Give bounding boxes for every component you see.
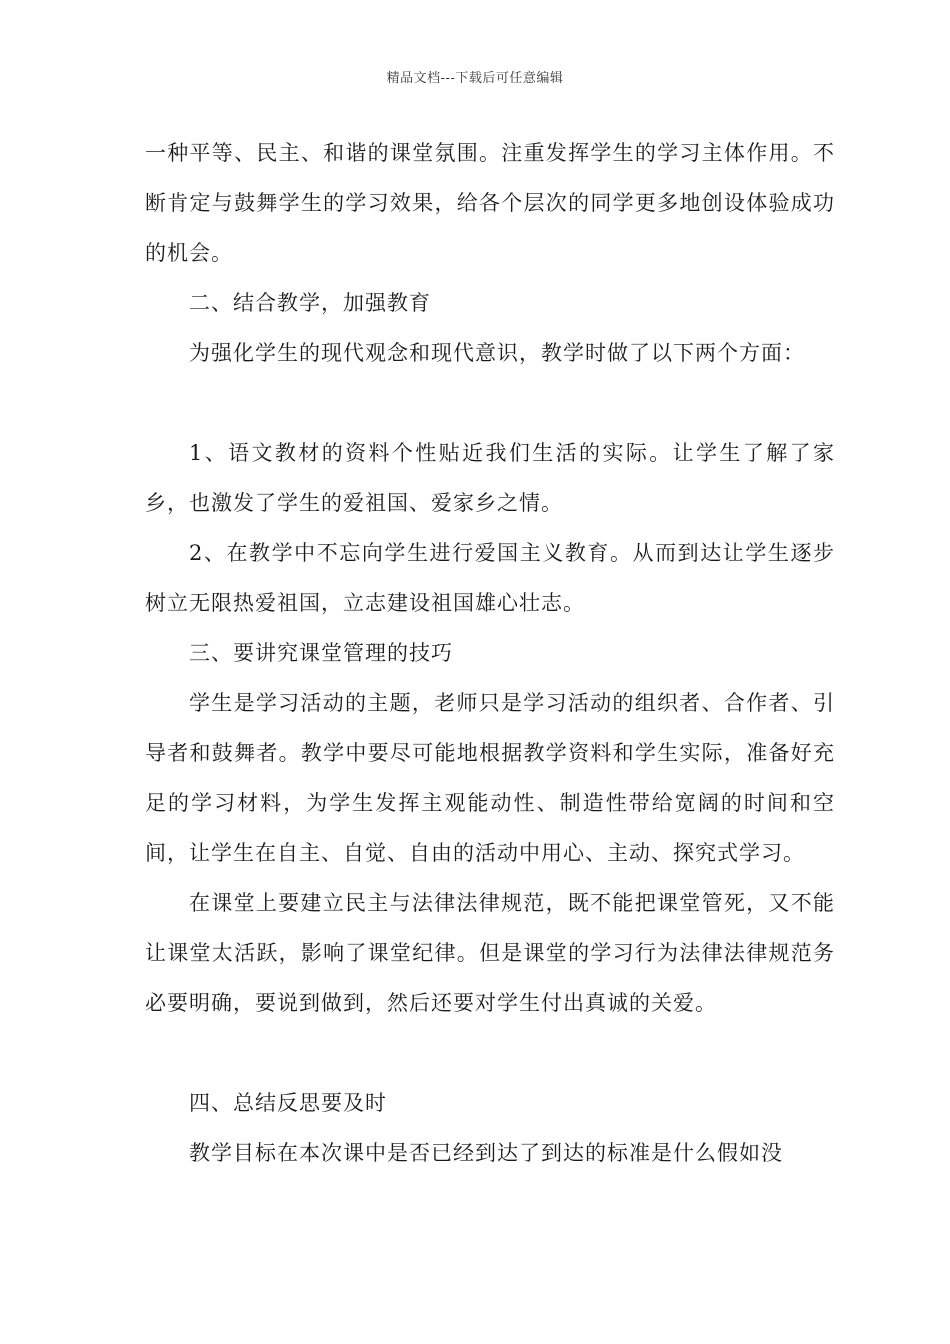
blank-line — [145, 1028, 835, 1078]
paragraph-intro: 为强化学生的现代观念和现代意识，教学时做了以下两个方面： — [189, 341, 805, 365]
list-item-1: 1、语文教材的资料个性贴近我们生活的实际。让学生了解了家乡，也激发了学生的爱祖国、爱家乡之情。 — [145, 441, 835, 515]
paragraph-student-role: 学生是学习活动的主题，老师只是学习活动的组织者、合作者、引导者和鼓舞者。教学中要尽可能地根据教学资料和学生实际，准备好充足的学习材料，为学生发挥主观能动性、制造性带给宽阔的时间和空间，让学生在自主、自觉、自由的活动中用心、主动、探究式学习。 — [145, 691, 835, 865]
section-heading-2: 二、结合教学，加强教育 — [189, 291, 431, 315]
page-header: 精品文档---下载后可任意编辑 — [386, 71, 564, 86]
section-heading-4: 四、总结反思要及时 — [189, 1091, 387, 1115]
paragraph-classroom-rules: 在课堂上要建立民主与法律法律规范，既不能把课堂管死，又不能让课堂太活跃，影响了课堂纪律。但是课堂的学习行为法律法律规范务必要明确，要说到做到，然后还要对学生付出真诚的关爱。 — [145, 891, 835, 1015]
section-heading-3: 三、要讲究课堂管理的技巧 — [189, 641, 453, 665]
paragraph-continuation: 一种平等、民主、和谐的课堂氛围。注重发挥学生的学习主体作用。不断肯定与鼓舞学生的学习效果，给各个层次的同学更多地创设体验成功的机会。 — [145, 141, 835, 265]
list-item-2: 2、在教学中不忘向学生进行爱国主义教育。从而到达让学生逐步树立无限热爱祖国，立志建设祖国雄心壮志。 — [145, 541, 835, 615]
blank-line — [145, 378, 835, 428]
document-body — [145, 128, 835, 1178]
paragraph-reflection: 教学目标在本次课中是否已经到达了到达的标准是什么假如没 — [189, 1141, 783, 1165]
